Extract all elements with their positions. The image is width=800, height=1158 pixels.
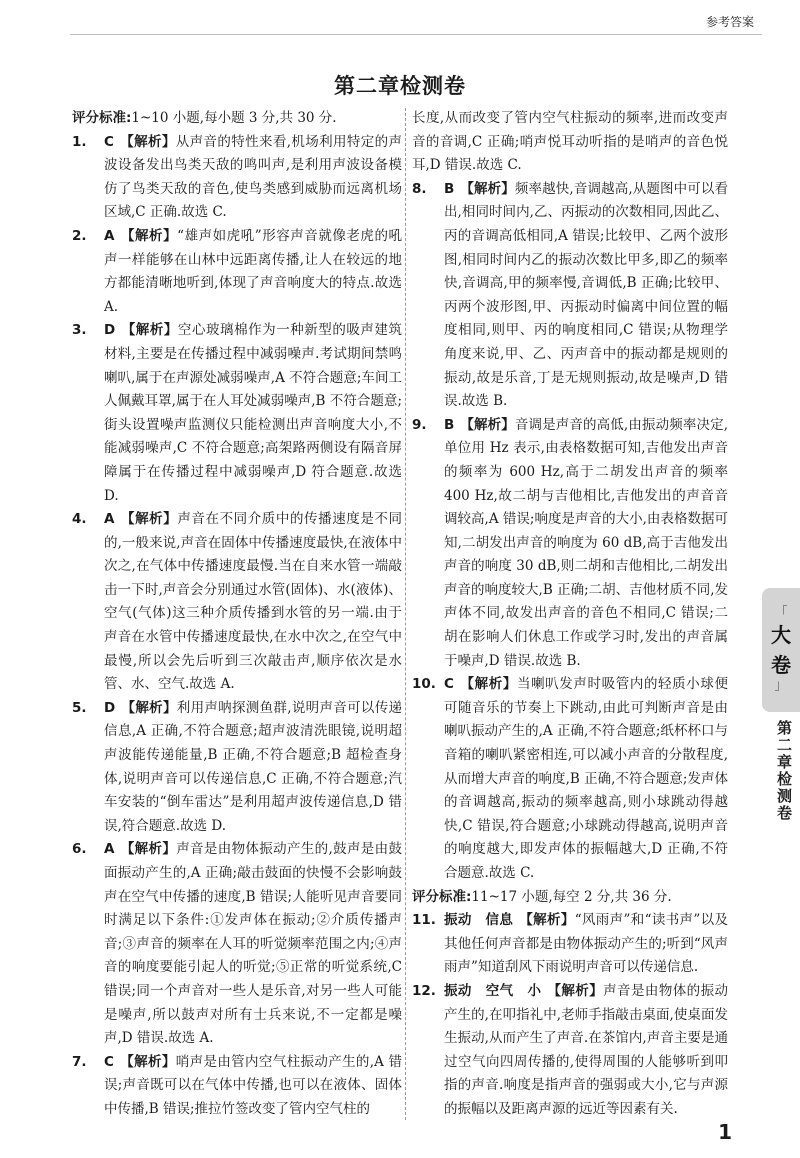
- page-title: 第二章检测卷: [334, 74, 466, 98]
- answer-item-5: [72, 697, 402, 839]
- right-column: [412, 107, 728, 1122]
- item-text: “雄声如虎吼”形容声音就像老虎的吼声一样能够在山林中远距离传播,让人在较远的地方都能清晰地听到,体现了声音响度大的特点.故选 A.: [104, 227, 403, 315]
- item-answer: A: [104, 227, 115, 244]
- item-text: “风雨声”和“读书声”以及其他任何声音都是由物体振动产生的;听到“风声雨声”知道刮风下雨说明声音可以传递信息.: [444, 912, 729, 976]
- score-standard-label: 评分标准:: [412, 888, 472, 905]
- answer-item-8: [412, 178, 728, 414]
- item-text: 频率越快,音调越高,从题图中可以看出,相同时间内,乙、丙振动的次数相同,因此乙、丙的音调高低相同,A 错误;比较甲、乙两个波形图,相同时间内乙的振动次数比甲多,即乙的频率快,音调高,甲的频率慢,音调低,B 正确;比较甲、丙两个波形图,甲、丙振动时偏离中间位置的幅度相同,则甲、丙的响度相同,C 错误;从物理学角度来说,甲、乙、丙声音中的振动都是规则的振动,故是乐音,丁是无规则振动,故是噪声,D 错误.故选 B.: [444, 180, 728, 410]
- answer-item-11: [412, 909, 728, 980]
- item-text: 声音是由物体的振动产生的,在叩指礼中,老师手指敲击桌面,使桌面发生振动,从而产生了声音.在茶馆内,声音主要是通过空气向四周传播的,使得周围的人能够听到叩指的声音.响度是指声音的强弱或大小,它与声源的振幅以及距离声源的远近等因素有关.: [444, 982, 729, 1117]
- answer-item-4: [72, 508, 402, 697]
- item-answer: C: [104, 133, 114, 150]
- item-answer: B: [444, 180, 455, 197]
- analysis-tag: 【解析】: [459, 676, 517, 693]
- item-answer: D: [104, 699, 116, 716]
- item-answer: A: [104, 841, 115, 858]
- analysis-tag: 【解析】: [460, 416, 515, 433]
- side-tab-char-1: 大: [771, 623, 791, 647]
- analysis-tag: 【解析】: [547, 982, 604, 999]
- item-answer: C: [444, 676, 454, 693]
- answer-item-10: [412, 673, 728, 885]
- item-text: 音调是声音的高低,由振动频率决定,单位用 Hz 表示,由表格数据可知,吉他发出声音的频率为 600 Hz,高于二胡发出声音的频率 400 Hz,故二胡与吉他相比,吉他发出的声音音调较高,A 错误;响度是声音的大小,由表格数据可知,二胡发出声音的响度为 60 dB,高于吉他发出声音的响度 30 dB,则二胡和吉他相比,二胡发出声音的响度较大,B 正确;二胡、吉他材质不同,发声体不同,故发出声音的音色不相同,C 错误;二胡在影响人们休息工作或学习时,发出的声音属于噪声,D 错误.故选 B.: [444, 416, 728, 669]
- score-standard: [72, 107, 402, 131]
- item-answer: 振动 空气 小: [444, 982, 542, 999]
- header-label: 参考答案: [705, 15, 754, 29]
- item-number: 8.: [412, 180, 427, 197]
- item-number: 5.: [72, 699, 87, 716]
- analysis-tag: 【解析】: [119, 1053, 176, 1070]
- item-text: 哨声是由管内空气柱振动产生的,A 错误;声音既可以在气体中传播,也可以在液体、固体中传播,B 错误;推拉竹签改变了管内空气柱的: [104, 1053, 402, 1117]
- column-divider: [405, 108, 406, 1120]
- chapter-label-vertical: 第二章检测卷: [775, 720, 793, 822]
- analysis-tag: 【解析】: [120, 227, 178, 244]
- item-7-continuation: 长度,从而改变了管内空气柱振动的频率,进而改变声音的音调,C 正确;哨声悦耳动听指的是哨声的音色悦耳,D 错误.故选 C.: [412, 110, 728, 174]
- item-text: 声音在不同介质中的传播速度是不同的,一般来说,声音在固体中传播速度最快,在液体中次之,在气体中传播速度最慢.当在自来水管一端敲击一下时,声音会分别通过水管(固体)、水(液体)、空气(气体)这三种介质传播到水管的另一端.由于声音在水管中传播速度最快,在水中次之,在空气中最慢,所以会先后听到三次敲击声,顺序依次是水管、水、空气.故选 A.: [104, 511, 403, 693]
- side-tab: [762, 588, 800, 712]
- page-number: 1: [718, 1120, 732, 1144]
- answer-item-6: [72, 838, 402, 1050]
- item-number: 7.: [72, 1053, 87, 1070]
- item-text: 空心玻璃棉作为一种新型的吸声建筑材料,主要是在传播过程中减弱噪声.考试期间禁鸣喇叭,属于在声源处减弱噪声,A 不符合题意;车间工人佩戴耳罩,属于在人耳处减弱噪声,B 不符合题意;街头设置噪声监测仪只能检测出声音响度大小,不能减弱噪声,C 不符合题意;高架路两侧设有隔音屏障属于在传播过程中减弱噪声,D 符合题意.故选 D.: [104, 322, 403, 504]
- item-number: 1.: [72, 133, 87, 150]
- item-number: 11.: [412, 912, 436, 929]
- item-answer: A: [104, 511, 115, 528]
- analysis-tag: 【解析】: [120, 511, 178, 528]
- item-number: 6.: [72, 841, 87, 858]
- answer-item-12: [412, 980, 728, 1122]
- answer-item-2: [72, 225, 402, 319]
- analysis-tag: 【解析】: [119, 133, 176, 150]
- bracket-close: 」: [774, 678, 788, 693]
- analysis-tag: 【解析】: [460, 180, 515, 197]
- answer-item-1: [72, 131, 402, 225]
- score-standard-text: 1~10 小题,每小题 3 分,共 30 分.: [131, 110, 337, 126]
- analysis-tag: 【解析】: [120, 841, 177, 858]
- analysis-tag: 【解析】: [121, 322, 178, 339]
- item-number: 9.: [412, 416, 427, 433]
- header-rule: [70, 34, 762, 35]
- score-standard-label: 评分标准:: [72, 110, 132, 126]
- item-number: 2.: [72, 227, 87, 244]
- bracket-open: 「: [774, 606, 788, 621]
- item-number: 3.: [72, 322, 87, 339]
- item-answer: B: [444, 416, 455, 433]
- score-standard: [412, 886, 728, 910]
- analysis-tag: 【解析】: [519, 912, 575, 929]
- answer-item-9: [412, 414, 728, 674]
- analysis-tag: 【解析】: [121, 699, 177, 716]
- left-column: [72, 107, 402, 1122]
- item-number: 12.: [412, 982, 436, 999]
- item-text: 声音是由物体振动产生的,鼓声是由鼓面振动产生的,A 正确;敲击鼓面的快慢不会影响鼓声在空气中传播的速度,B 错误;人能听见声音要同时满足以下条件:①发声体在振动;②介质传播声音;③声音的频率在人耳的听觉频率范围之内;④声音的响度要能引起人的听觉;⑤正常的听觉系统,C 错误;同一个声音对一些人是乐音,对另一些人可能是噪声,所以鼓声对所有士兵来说,不一定都是噪声,D 错误.故选 A.: [104, 841, 403, 1047]
- score-standard-text: 11~17 小题,每空 2 分,共 36 分.: [471, 888, 672, 905]
- item-answer: D: [104, 322, 116, 339]
- item-number: 4.: [72, 511, 87, 528]
- answer-item-3: [72, 319, 402, 508]
- item-number: 10.: [412, 676, 436, 693]
- item-text: 当喇叭发声时吸管内的轻质小球便可随音乐的节奏上下跳动,由此可判断声音是由喇叭振动产生的,A 正确,不符合题意;纸杯杯口与音箱的喇叭紧密相连,可以减小声音的分散程度,从而增大声音的响度,B 正确,不符合题意;发声体的音调越高,振动的频率越高,则小球跳动得越快,C 错误,符合题意;小球跳动得越高,说明声音的响度越大,即发声体的振幅越大,D 正确,不符合题意.故选 C.: [444, 676, 728, 881]
- item-text: 利用声呐探测鱼群,说明声音可以传递信息,A 正确,不符合题意;超声波清洗眼镜,说明超声波能传递能量,B 正确,不符合题意;B 超检查身体,说明声音可以传递信息,C 正确,不符合题意;汽车安装的“倒车雷达”是利用超声波传递信息,D 错误,符合题意.故选 D.: [104, 699, 402, 834]
- side-tab-char-2: 卷: [771, 653, 791, 677]
- item-answer: 振动 信息: [444, 912, 514, 929]
- answer-item-7: [72, 1051, 402, 1122]
- item-answer: C: [104, 1053, 114, 1070]
- item-text: 从声音的特性来看,机场利用特定的声波设备发出鸟类天敌的鸣叫声,是利用声波设备模仿了鸟类天敌的音色,使鸟类感到威胁而远离机场区域,C 正确.故选 C.: [104, 133, 403, 221]
